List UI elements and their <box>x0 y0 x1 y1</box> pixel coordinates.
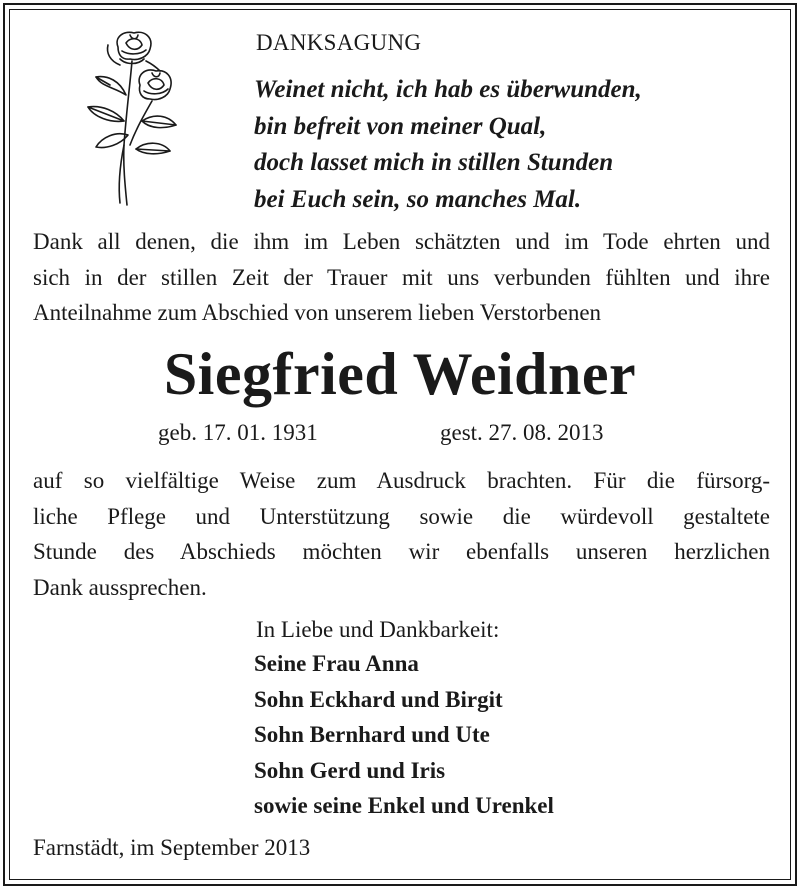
family-member: Sohn Bernhard und Ute <box>254 722 490 747</box>
rose-icon <box>80 25 190 210</box>
death-date: gest. 27. 08. 2013 <box>440 420 604 445</box>
deceased-name: Siegfried Weidner <box>163 341 637 407</box>
family-list <box>254 646 554 824</box>
gratitude-paragraph <box>33 463 770 605</box>
poem <box>254 72 642 218</box>
family-member: Sohn Eckhard und Birgit <box>254 686 503 712</box>
place-date: Farnstädt, im September 2013 <box>33 835 311 860</box>
closing-line: In Liebe und Dankbarkeit: <box>256 617 500 642</box>
paragraph-line: Dank aussprechen. <box>33 574 207 600</box>
heading: DANKSAGUNG <box>256 30 422 55</box>
poem-line: bei Euch sein, so manches Mal. <box>254 185 582 213</box>
paragraph-line: Anteilnahme zum Abschied von unserem lieben Verstorbenen <box>33 300 602 325</box>
paragraph-line: auf so vielfältige Weise zum Ausdruck brachten. Für die fürsorg- <box>33 468 770 493</box>
poem-line: doch lasset mich in stillen Stunden <box>254 149 614 176</box>
paragraph-line: Dank all denen, die ihm im Leben schätzten und im Tode ehrten und <box>33 229 770 254</box>
poem-line: Weinet nicht, ich hab es überwunden, <box>254 76 642 103</box>
paragraph-line: liche Pflege und Unterstützung sowie die würdevoll gestaltete <box>33 503 770 529</box>
family-member: sowie seine Enkel und Urenkel <box>254 793 554 818</box>
family-member: Sohn Gerd und Iris <box>254 757 446 783</box>
family-member: Seine Frau Anna <box>254 651 419 676</box>
paragraph-line: Stunde des Abschieds möchten wir ebenfalls unseren herzlichen <box>33 539 770 564</box>
thanks-paragraph <box>33 224 770 331</box>
paragraph-line: sich in der stillen Zeit der Trauer mit uns verbunden fühlten und ihre <box>33 264 770 290</box>
birth-date: geb. 17. 01. 1931 <box>158 420 318 445</box>
poem-line: bin befreit von meiner Qual, <box>254 112 547 140</box>
